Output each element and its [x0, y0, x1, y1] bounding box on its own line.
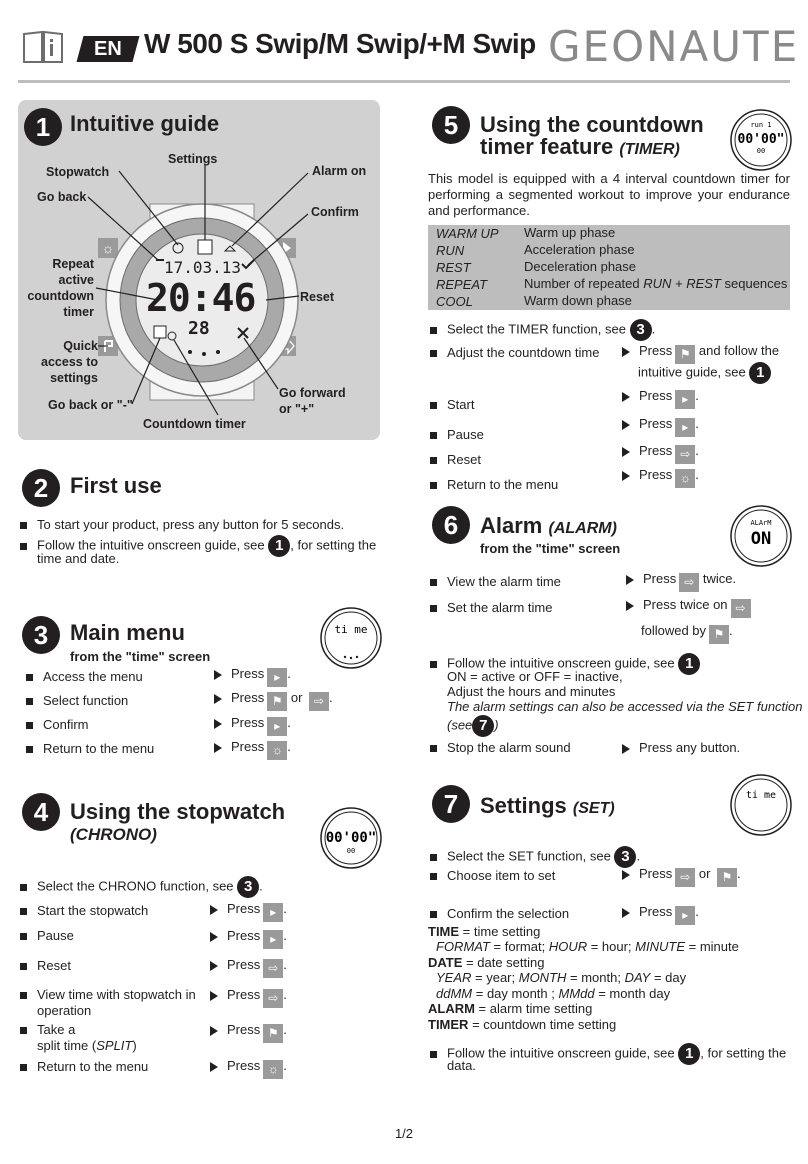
watch-date: 17.03.13: [164, 258, 242, 277]
svg-text:00: 00: [756, 147, 766, 155]
section-title: Main menu: [70, 620, 185, 645]
action: Press ▸ .: [210, 928, 287, 949]
action: Press ⇨ .: [210, 987, 287, 1008]
def-time: TIME = time setting: [428, 924, 541, 939]
light-button-icon: ☼: [675, 469, 695, 488]
play-pause-button-icon: ▸: [675, 418, 695, 437]
action-cont: intuitive guide, see 1: [638, 362, 771, 384]
label-go-back-minus: Go back or "-": [48, 398, 133, 412]
label-reset: Reset: [300, 290, 335, 304]
page-number: 1/2: [394, 1126, 414, 1141]
section-subtitle: from the "time" screen: [70, 649, 211, 664]
watch-screen-icon: [728, 503, 794, 569]
list-item: Reset: [20, 958, 71, 973]
action: Press any button.: [622, 740, 740, 755]
section-number: 4: [22, 793, 60, 831]
list-item: Return to the menu: [20, 1059, 148, 1074]
svg-text:00'00": 00'00": [737, 132, 785, 147]
svg-text:run 1: run 1: [750, 121, 772, 129]
note-ref: (see 7 ): [447, 715, 499, 737]
label-repeat-countdown: Repeat active countdown timer: [27, 257, 94, 319]
model-title: W 500 S Swip/M Swip/+M Swip: [144, 28, 536, 59]
section-subtitle: from the "time" screen: [480, 541, 621, 556]
section-title: Using the countdown: [480, 112, 704, 137]
arrow-right-button-icon: ⇨: [675, 868, 695, 887]
arrow-right-button-icon: ⇨: [675, 445, 695, 464]
svg-text:ON: ON: [750, 529, 772, 549]
section-number: 2: [22, 469, 60, 507]
action: Press ⇨ .: [210, 957, 287, 978]
section-title: Alarm (ALARM): [480, 513, 617, 538]
action: Press ⇨ twice.: [626, 571, 736, 592]
arrow-right-button-icon: ⇨: [679, 573, 699, 592]
list-item: Stop the alarm sound: [430, 740, 571, 755]
list-item: Return to the menu: [430, 477, 558, 492]
language-badge: EN: [77, 36, 140, 62]
arrow-right-button-icon: ⇨: [263, 989, 283, 1008]
list-item: Pause: [20, 928, 74, 943]
action: Press ⚑ and follow the: [622, 343, 779, 364]
action: Press ▸ .: [622, 416, 699, 437]
action: Press ▸ .: [214, 666, 291, 687]
label-go-forward: Go forward or "+": [279, 386, 346, 416]
list-item: Confirm the selection: [430, 906, 569, 921]
list-item: Select the CHRONO function, see 3 .: [20, 876, 263, 898]
text: ON = active or OFF = inactive,: [447, 669, 623, 684]
action: Press ⚑ or ⇨ .: [214, 690, 333, 711]
list-item: View the alarm time: [430, 574, 561, 589]
label-confirm: Confirm: [311, 205, 359, 219]
list-item: Follow the intuitive onscreen guide, see 1 , for setting the: [20, 535, 376, 557]
list-item: Select function: [26, 693, 128, 708]
svg-text:ti me: ti me: [334, 623, 368, 636]
list-item: Start the stopwatch: [20, 903, 148, 918]
header-divider: [18, 80, 790, 83]
svg-text:00'00": 00'00": [325, 830, 377, 846]
list-item: Select the SET function, see 3 .: [430, 846, 640, 868]
timer-phase-table: [428, 225, 790, 310]
section-number: 1: [24, 108, 62, 146]
list-item: Follow the intuitive onscreen guide, see 1 , for setting the: [430, 1043, 786, 1065]
action: Press ☼ .: [622, 467, 699, 488]
play-pause-button-icon: ▸: [675, 390, 695, 409]
list-item-cont: split time (SPLIT): [37, 1038, 137, 1053]
action: Press twice on ⇨: [626, 597, 751, 618]
table-row: WARM UP Warm up phase: [436, 225, 616, 241]
action: Press ⚑ .: [210, 1022, 287, 1043]
label-go-back: Go back: [37, 190, 87, 204]
play-pause-button-icon: ▸: [267, 668, 287, 687]
section-title: Intuitive guide: [70, 111, 220, 136]
label-countdown-timer: Countdown timer: [143, 417, 246, 431]
label-stopwatch: Stopwatch: [46, 165, 110, 179]
watch-time: 20:46: [146, 276, 256, 320]
list-item: Pause: [430, 427, 484, 442]
action: Press ▸ .: [214, 715, 291, 736]
def-ddmm: ddMM = day month ; MMdd = month day: [436, 986, 671, 1001]
watch-screen-icon: [318, 805, 384, 871]
table-row: RUN Acceleration phase: [436, 242, 635, 258]
action: Press ☼ .: [214, 739, 291, 760]
watch-screen-icon: [318, 605, 384, 671]
table-row: REST Deceleration phase: [436, 259, 637, 275]
list-item: Choose item to set: [430, 868, 555, 883]
flag-button-icon: ⚑: [267, 692, 287, 711]
def-year: YEAR = year; MONTH = month; DAY = day: [436, 970, 687, 985]
list-item-cont: time and date.: [37, 551, 120, 566]
list-item: Take a: [20, 1022, 75, 1037]
def-date: DATE = date setting: [428, 955, 545, 970]
watch-screen-icon: [728, 107, 794, 173]
action: Press ▸ .: [210, 901, 287, 922]
section-number: 6: [432, 506, 470, 544]
section-subtitle: (CHRONO): [70, 825, 157, 844]
note: The alarm settings can also be accessed via the SET function: [447, 699, 803, 714]
flag-button-icon: ⚑: [263, 1024, 283, 1043]
list-item: Select the TIMER function, see 3 .: [430, 319, 655, 341]
action: Press ⇨ or ⚑ .: [622, 866, 741, 887]
section-title-2: timer feature (TIMER): [480, 134, 680, 159]
list-item-cont: data.: [447, 1058, 476, 1073]
section-number: 3: [22, 616, 60, 654]
arrow-right-button-icon: ⇨: [309, 692, 329, 711]
list-item: Start: [430, 397, 474, 412]
def-alarm: ALARM = alarm time setting: [428, 1001, 593, 1016]
light-button-icon: ☼: [267, 741, 287, 760]
label-quick-access: Quick access to settings: [41, 339, 98, 385]
def-timer: TIMER = countdown time setting: [428, 1017, 617, 1032]
action-cont: followed by ⚑ .: [641, 623, 733, 644]
arrow-right-button-icon: ⇨: [263, 959, 283, 978]
svg-text:ti me: ti me: [745, 790, 777, 801]
label-alarm-on: Alarm on: [312, 164, 367, 178]
table-row: REPEAT Number of repeated RUN + REST sequences: [436, 276, 788, 292]
section-title: First use: [70, 473, 162, 498]
play-pause-button-icon: ▸: [263, 930, 283, 949]
watch-screen-icon: [728, 772, 794, 838]
action: Press ▸ .: [622, 388, 699, 409]
section-title: Settings (SET): [480, 793, 615, 818]
flag-button-icon: ⚑: [709, 625, 729, 644]
brand-logo: GEONAUTE: [548, 22, 800, 71]
list-item: Return to the menu: [26, 741, 154, 756]
table-row: COOL Warm down phase: [436, 293, 632, 309]
svg-text:ALArM: ALArM: [750, 519, 772, 527]
watch-seconds: 28: [188, 318, 210, 339]
list-item: Adjust the countdown time: [430, 345, 599, 360]
action: Press ⇨ .: [622, 443, 699, 464]
play-pause-button-icon: ▸: [263, 903, 283, 922]
list-item-cont: operation: [37, 1003, 92, 1018]
list-item: View time with stopwatch in: [20, 987, 196, 1002]
action: Press ▸ .: [622, 904, 699, 925]
list-item: Follow the intuitive onscreen guide, see 1: [430, 653, 700, 675]
list-item: Reset: [430, 452, 481, 467]
book-info-icon: [22, 30, 64, 64]
def-format: FORMAT = format; HOUR = hour; MINUTE = minute: [436, 939, 739, 954]
list-item: To start your product, press any button for 5 seconds.: [20, 517, 344, 532]
list-item: Access the menu: [26, 669, 143, 684]
action: Press ☼ .: [210, 1058, 287, 1079]
list-item: Set the alarm time: [430, 600, 553, 615]
section-number: 7: [432, 785, 470, 823]
flag-button-icon: ⚑: [675, 345, 695, 364]
label-settings: Settings: [168, 152, 218, 166]
list-item: Confirm: [26, 717, 89, 732]
svg-text:☼: ☼: [101, 240, 115, 256]
play-pause-button-icon: ▸: [675, 906, 695, 925]
text: Adjust the hours and minutes: [447, 684, 616, 699]
section-title: Using the stopwatch: [70, 799, 286, 824]
section-number: 5: [432, 106, 470, 144]
svg-text:00: 00: [346, 847, 356, 855]
timer-intro: This model is equipped with a 4 interval countdown timer for performing a segmented workout to improve your endurance and performance.: [428, 171, 790, 218]
arrow-right-button-icon: ⇨: [731, 599, 751, 618]
light-button-icon: ☼: [263, 1060, 283, 1079]
play-pause-button-icon: ▸: [267, 717, 287, 736]
flag-button-icon: ⚑: [717, 868, 737, 887]
